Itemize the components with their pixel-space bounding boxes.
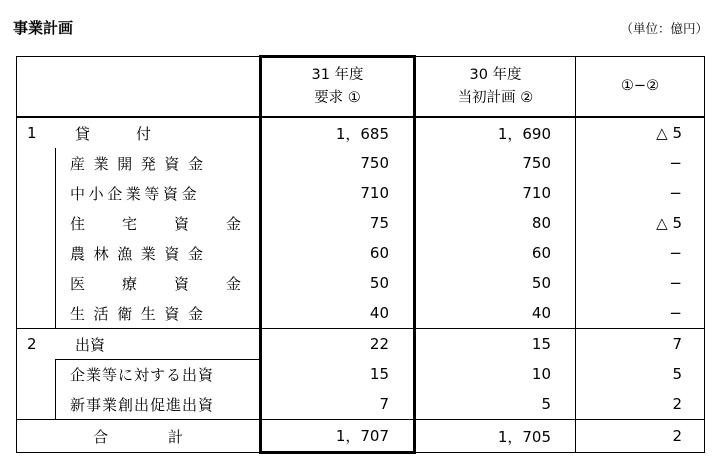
section-row-investment <box>17 329 705 360</box>
table-row <box>17 238 705 268</box>
difference-value: 5 <box>576 359 705 389</box>
section-label <box>17 329 261 360</box>
total-difference-value: 2 <box>576 420 705 453</box>
initial-value: 710 <box>415 178 576 208</box>
total-request-value: 1，707 <box>261 420 415 453</box>
total-label-char: 計 <box>168 427 184 446</box>
header-request <box>261 57 415 118</box>
item-label: 住宅資金 <box>70 214 279 233</box>
request-value: 750 <box>261 148 415 178</box>
table-row <box>17 268 705 298</box>
table-row <box>17 359 705 389</box>
table-row <box>17 178 705 208</box>
difference-value: − <box>576 268 705 298</box>
initial-value: 50 <box>415 268 576 298</box>
total-label-char: 合 <box>92 427 108 446</box>
request-value: 50 <box>261 268 415 298</box>
business-plan-table <box>16 55 705 454</box>
section-name <box>55 123 151 144</box>
request-value: 40 <box>261 298 415 329</box>
item-label: 医療資金 <box>70 274 279 293</box>
item-label-cell <box>17 359 261 389</box>
initial-value: 1，690 <box>415 117 576 148</box>
header-label-cell <box>17 57 261 118</box>
header-initial-label: 当初計画 ② <box>457 89 534 106</box>
request-value: 75 <box>261 208 415 238</box>
difference-value: 7 <box>576 329 705 360</box>
section-name: 出資 <box>75 335 106 354</box>
item-label-cell <box>17 148 261 178</box>
initial-value: 15 <box>415 329 576 360</box>
table-row <box>17 208 705 238</box>
initial-value: 80 <box>415 208 576 238</box>
header-row <box>17 57 705 118</box>
item-label-cell <box>17 298 261 329</box>
difference-value: − <box>576 178 705 208</box>
section-number: 2 <box>27 335 37 353</box>
item-label-cell <box>17 238 261 268</box>
difference-value: △ 5 <box>576 208 705 238</box>
difference-value: − <box>576 298 705 329</box>
header-request-label: 要求 ① <box>314 90 361 106</box>
difference-value: − <box>576 148 705 178</box>
section-label <box>17 117 261 148</box>
request-value: 1，685 <box>261 117 415 148</box>
header-difference: ①−② <box>576 57 705 118</box>
initial-value: 10 <box>415 359 576 389</box>
item-label: 中小企業等資金 <box>70 184 201 203</box>
item-label-cell <box>17 178 261 208</box>
request-value: 22 <box>261 329 415 360</box>
item-label: 生活衛生資金 <box>70 304 212 323</box>
difference-value: − <box>576 238 705 268</box>
request-value: 7 <box>261 389 415 420</box>
item-label: 農林漁業資金 <box>70 244 212 263</box>
item-label: 企業等に対する出資 <box>70 366 215 384</box>
total-row <box>17 420 705 453</box>
item-label: 新事業創出促進出資 <box>70 395 215 414</box>
section-number: 1 <box>27 124 37 142</box>
table-row <box>17 148 705 178</box>
header-initial-plan <box>415 57 576 118</box>
page-title: 事業計画 <box>13 19 74 37</box>
initial-value: 40 <box>415 298 576 329</box>
section-name-char: 貸 <box>75 124 91 143</box>
section-row-loans <box>17 117 705 148</box>
total-initial-value: 1，705 <box>415 420 576 453</box>
item-label-cell <box>17 389 261 420</box>
item-label: 産業開発資金 <box>70 154 212 173</box>
table-row <box>17 298 705 329</box>
initial-value: 5 <box>415 389 576 420</box>
header-request-year: 31 年度 <box>311 67 364 83</box>
difference-value: △ 5 <box>576 117 705 148</box>
header-initial-year: 30 年度 <box>469 66 522 83</box>
unit-note: （単位：億円） <box>620 21 708 36</box>
table-row <box>17 389 705 420</box>
item-label-cell <box>17 268 279 298</box>
request-value: 710 <box>261 178 415 208</box>
section-name-char: 付 <box>135 124 151 143</box>
difference-value: 2 <box>576 389 705 420</box>
total-label <box>17 420 261 453</box>
request-value: 15 <box>261 359 415 389</box>
request-value: 60 <box>261 238 415 268</box>
initial-value: 60 <box>415 238 576 268</box>
item-label-cell <box>17 208 279 238</box>
initial-value: 750 <box>415 148 576 178</box>
